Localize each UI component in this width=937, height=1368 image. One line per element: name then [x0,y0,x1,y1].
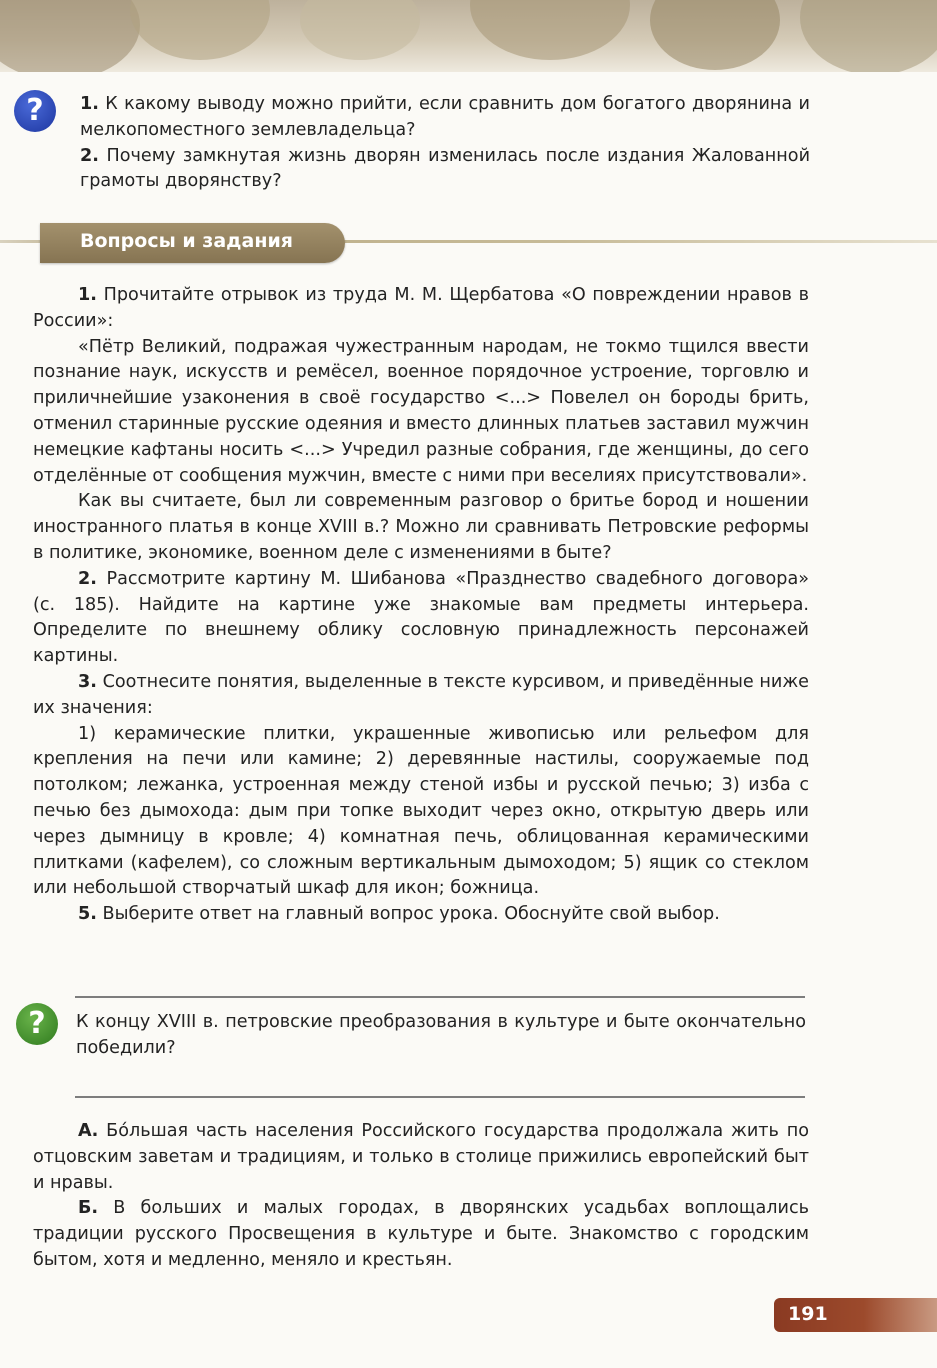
task-1-question: Как вы считаете, был ли современным разговор о бритье бород и ношении иностранного платья в конце XVIII в.? Можно ли сравнивать Петровские реформы в политике, экономике, военном деле с изменениями в быте? [33,491,809,563]
question-1-text: К какому выводу можно прийти, если сравнить дом богатого дворянина и мелкопоместного землевладельца? [80,94,810,140]
answer-b-text: В больших и малых городах, в дворянских усадьбах воплощались традиции русского Просвещения в культуре и быте. Знакомство с городским бытом, хотя и медленно, меняло и крестьян. [33,1198,810,1270]
answer-a-label: А. [78,1121,99,1141]
task-1-number: 1. [78,285,97,305]
header-questions [80,92,810,195]
task-2-number: 2. [78,568,97,589]
divider-line [75,996,805,998]
page-number: 191 [788,1303,828,1325]
section-header [40,223,345,263]
question-2-number: 2. [80,145,99,166]
decorative-header-banner [0,0,937,72]
task-2-text: Рассмотрите картину М. Шибанова «Празднество свадебного договора» (с. 185). Найдите на картине уже знакомые вам предметы интерьера. Определите по внешнему облику сословную принадлежность персонажей картины. [33,568,810,667]
answer-options [33,1119,809,1274]
task-1-text: Прочитайте отрывок из труда М. М. Щербатова «О повреждении нравов в России»: [33,285,810,331]
question-1-number: 1. [80,94,99,114]
question-mark-icon: ? [16,1003,58,1045]
task-3-definitions: 1) керамические плитки, украшенные живописью или рельефом для крепления на печи или камине; 2) деревянные настилы, сооружаемые под потолком; лежанка, устроенная между стеной избы и русской печью; 3) изба с печью без дымохода: дым при топке выходит через окно, открытую дверь или через дымницу в кровле; 4) комнатная печь, облицованная керамическими плитками (кафелем), со сложным вертикальным дымоходом; 5) ящик со стеклом или небольшой створчатый шкаф для икон; божница. [33,723,809,899]
answer-a-text: Бóльшая часть населения Российского государства продолжала жить по отцовским заветам и традициям, и только в столице прижились европейский быт и нравы. [33,1121,809,1193]
main-lesson-question [76,1010,806,1062]
page-number-tab [774,1298,937,1332]
question-mark-icon: ? [14,90,56,132]
answer-b-label: Б. [78,1198,99,1219]
task-1-quote: «Пётр Великий, подражая чужестранным народам, не токмо тщился ввести познание наук, искусств и ремёсел, военное порядочное устроение, торговлю и приличнейшие узаконения в своё государство <...> Повелел он бороды брить, отменил старинные русские одеяния и вместо длинных платьев заставил мужчин немецкие кафтаны носить <...> Учредил разные собрания, где женщины, до сего отделённые от сообщения мужчин, вместе с ними при веселиях присутствовали». [33,336,809,486]
task-5-text: Выберите ответ на главный вопрос урока. Обоснуйте свой выбор. [102,904,720,925]
tasks-block [33,283,809,928]
section-title: Вопросы и задания [80,230,293,252]
task-3-text: Соотнесите понятия, выделенные в тексте курсивом, и приведённые ниже их значения: [33,671,810,718]
task-5-number: 5. [78,904,97,925]
question-2-text: Почему замкнутая жизнь дворян изменилась после издания Жалованной грамоты дворянству? [80,145,811,192]
task-3-number: 3. [78,671,97,692]
main-question-text: К концу XVIII в. петровские преобразования в культуре и быте окончательно победили? [76,1012,806,1058]
divider-line [75,1096,805,1098]
